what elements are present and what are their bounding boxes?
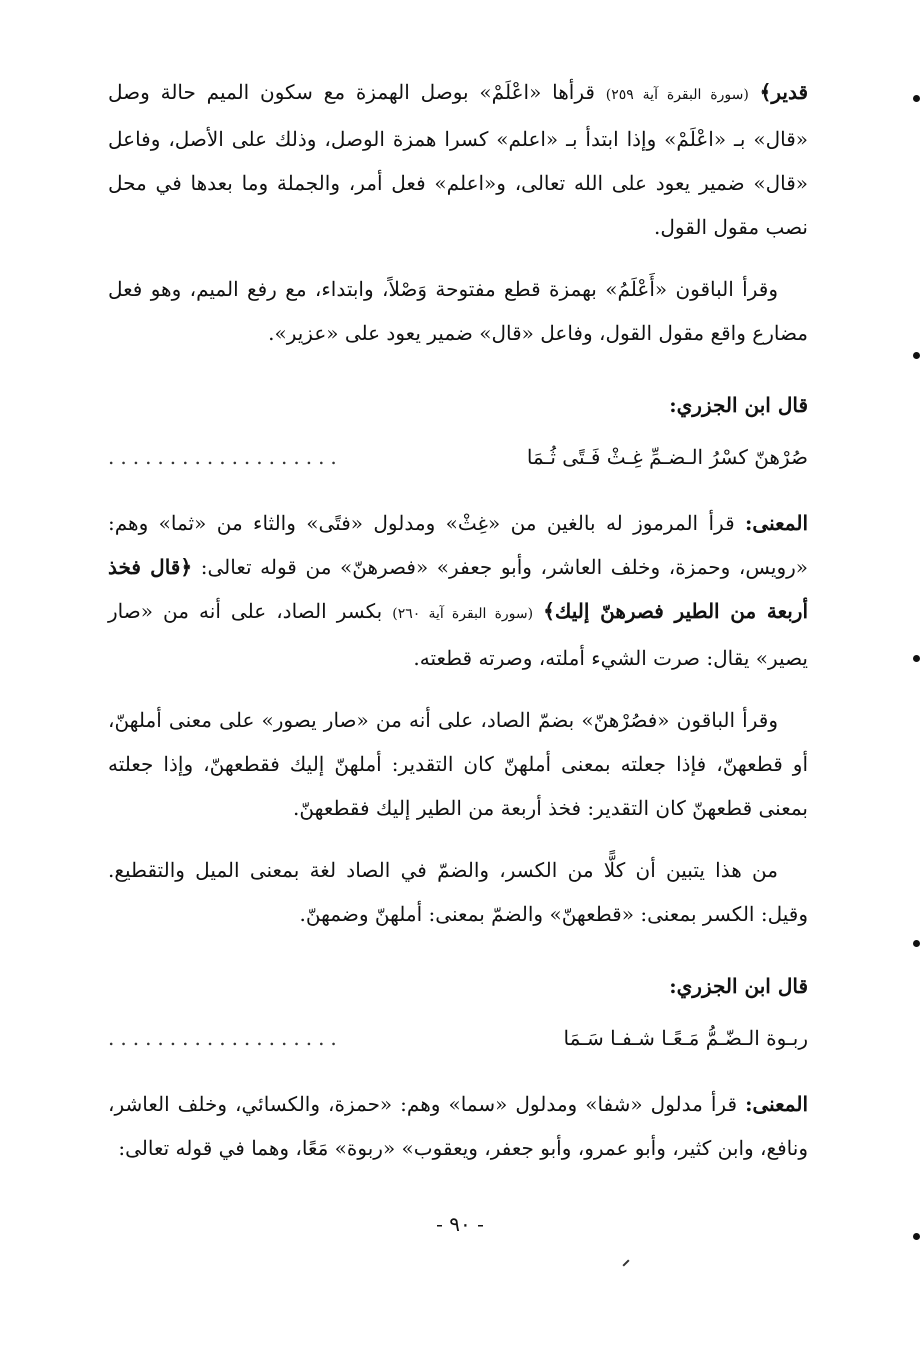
meaning-label: المعنى: (745, 1092, 809, 1116)
verse-2-ellipsis: ................... (108, 1026, 343, 1050)
section-heading-1: قال ابن الجزري: (669, 393, 808, 417)
paragraph-5-text: من هذا يتبين أن كلًّا من الكسر، والضمّ في الصاد لغة بمعنى الميل والتقطيع. وقيل: الكسر بمعنى: «قطعهنّ» والضمّ بمعنى: أملهنّ وضمهنّ. (108, 858, 808, 926)
scan-stray-mark (622, 1259, 629, 1266)
surah-reference: (سورة البقرة آية ٢٦٠) (392, 606, 534, 622)
page-number: - ٩٠ - (436, 1212, 484, 1236)
paragraph-1 (108, 70, 808, 249)
paragraph-4 (108, 698, 808, 830)
quran-closing-word: قدير﴾ (759, 80, 809, 104)
scan-edge-mark (913, 95, 920, 102)
paragraph-6 (108, 1082, 808, 1170)
poem-verse-2 (108, 1016, 808, 1060)
verse-2-hemistich: ربـوة الـضّـمُّ مَـعًـا شـفـا سَـمَا (563, 1026, 808, 1050)
paragraph-3-text-a: قرأ المرموز له بالغين من «غِثْ» ومدلول «فتًى» والثاء من «ثما» وهم: «رويس، وحمزة، وخلف العاشر، وأبو جعفر» «فصرهنّ» من قوله تعالى: (108, 511, 809, 579)
paragraph-3 (108, 501, 808, 680)
surah-reference: (سورة البقرة آية ٢٥٩) (605, 87, 749, 103)
meaning-label: المعنى: (745, 511, 808, 535)
paragraph-5 (108, 848, 808, 936)
paragraph-6-text: قرأ مدلول «شفا» ومدلول «سما» وهم: «حمزة، والكسائي، وخلف العاشر، ونافع، وابن كثير، وأبو عمرو، وأبو جعفر، ويعقوب» «ربوة» مَعًا، وهما في قوله تعالى: (108, 1092, 808, 1160)
scan-edge-mark (913, 1233, 920, 1240)
scan-edge-mark (913, 352, 920, 359)
paragraph-2-text: وقرأ الباقون «أَعْلَمُ» بهمزة قطع مفتوحة وَصْلاً، وابتداء، مع رفع الميم، وهو فعل مضارع واقع مقول القول، وفاعل «قال» ضمير يعود على «عزير». (108, 277, 808, 345)
page-body (108, 70, 808, 1188)
poem-verse-1 (108, 435, 808, 479)
scan-edge-mark (913, 940, 920, 947)
scan-edge-mark (913, 655, 920, 662)
paragraph-4-text: وقرأ الباقون «فصُرْهنّ» بضمّ الصاد، على أنه من «صار يصور» على معنى أملهنّ، أو قطعهنّ، فإذا جعلته بمعنى أملهنّ كان التقدير: أملهنّ إليك فقطعهنّ، وإذا جعلته بمعنى قطعهنّ كان التقدير: فخذ أربعة من الطير إليك فقطعهنّ. (108, 708, 808, 820)
quran-quote: ﴿قال فخذ أربعة من الطير فصرهنّ إليك﴾ (108, 555, 809, 623)
paragraph-1-text: قرأها «اعْلَمْ» بوصل الهمزة مع سكون الميم حالة وصل «قال» بـ «اعْلَمْ» وإذا ابتدأ بـ «اعلم» كسرا همزة الوصل، وذلك على الأصل، وفاعل «قال» ضمير يعود على الله تعالى، و«اعلم» فعل أمر، والجملة وما بعدها في محل نصب مقول القول. (108, 80, 808, 239)
paragraph-2 (108, 267, 808, 355)
paragraph-3-text-b: بكسر الصاد، على أنه من «صار يصير» يقال: صرت الشيء أملته، وصرته قطعته. (108, 599, 808, 670)
section-heading-2: قال ابن الجزري: (669, 974, 808, 998)
verse-1-ellipsis: ................... (108, 445, 343, 469)
verse-1-hemistich: صُرْهنّ كسْرُ الـضـمِّ غِـثْ فَـتًى ثُـمَا (526, 445, 808, 469)
